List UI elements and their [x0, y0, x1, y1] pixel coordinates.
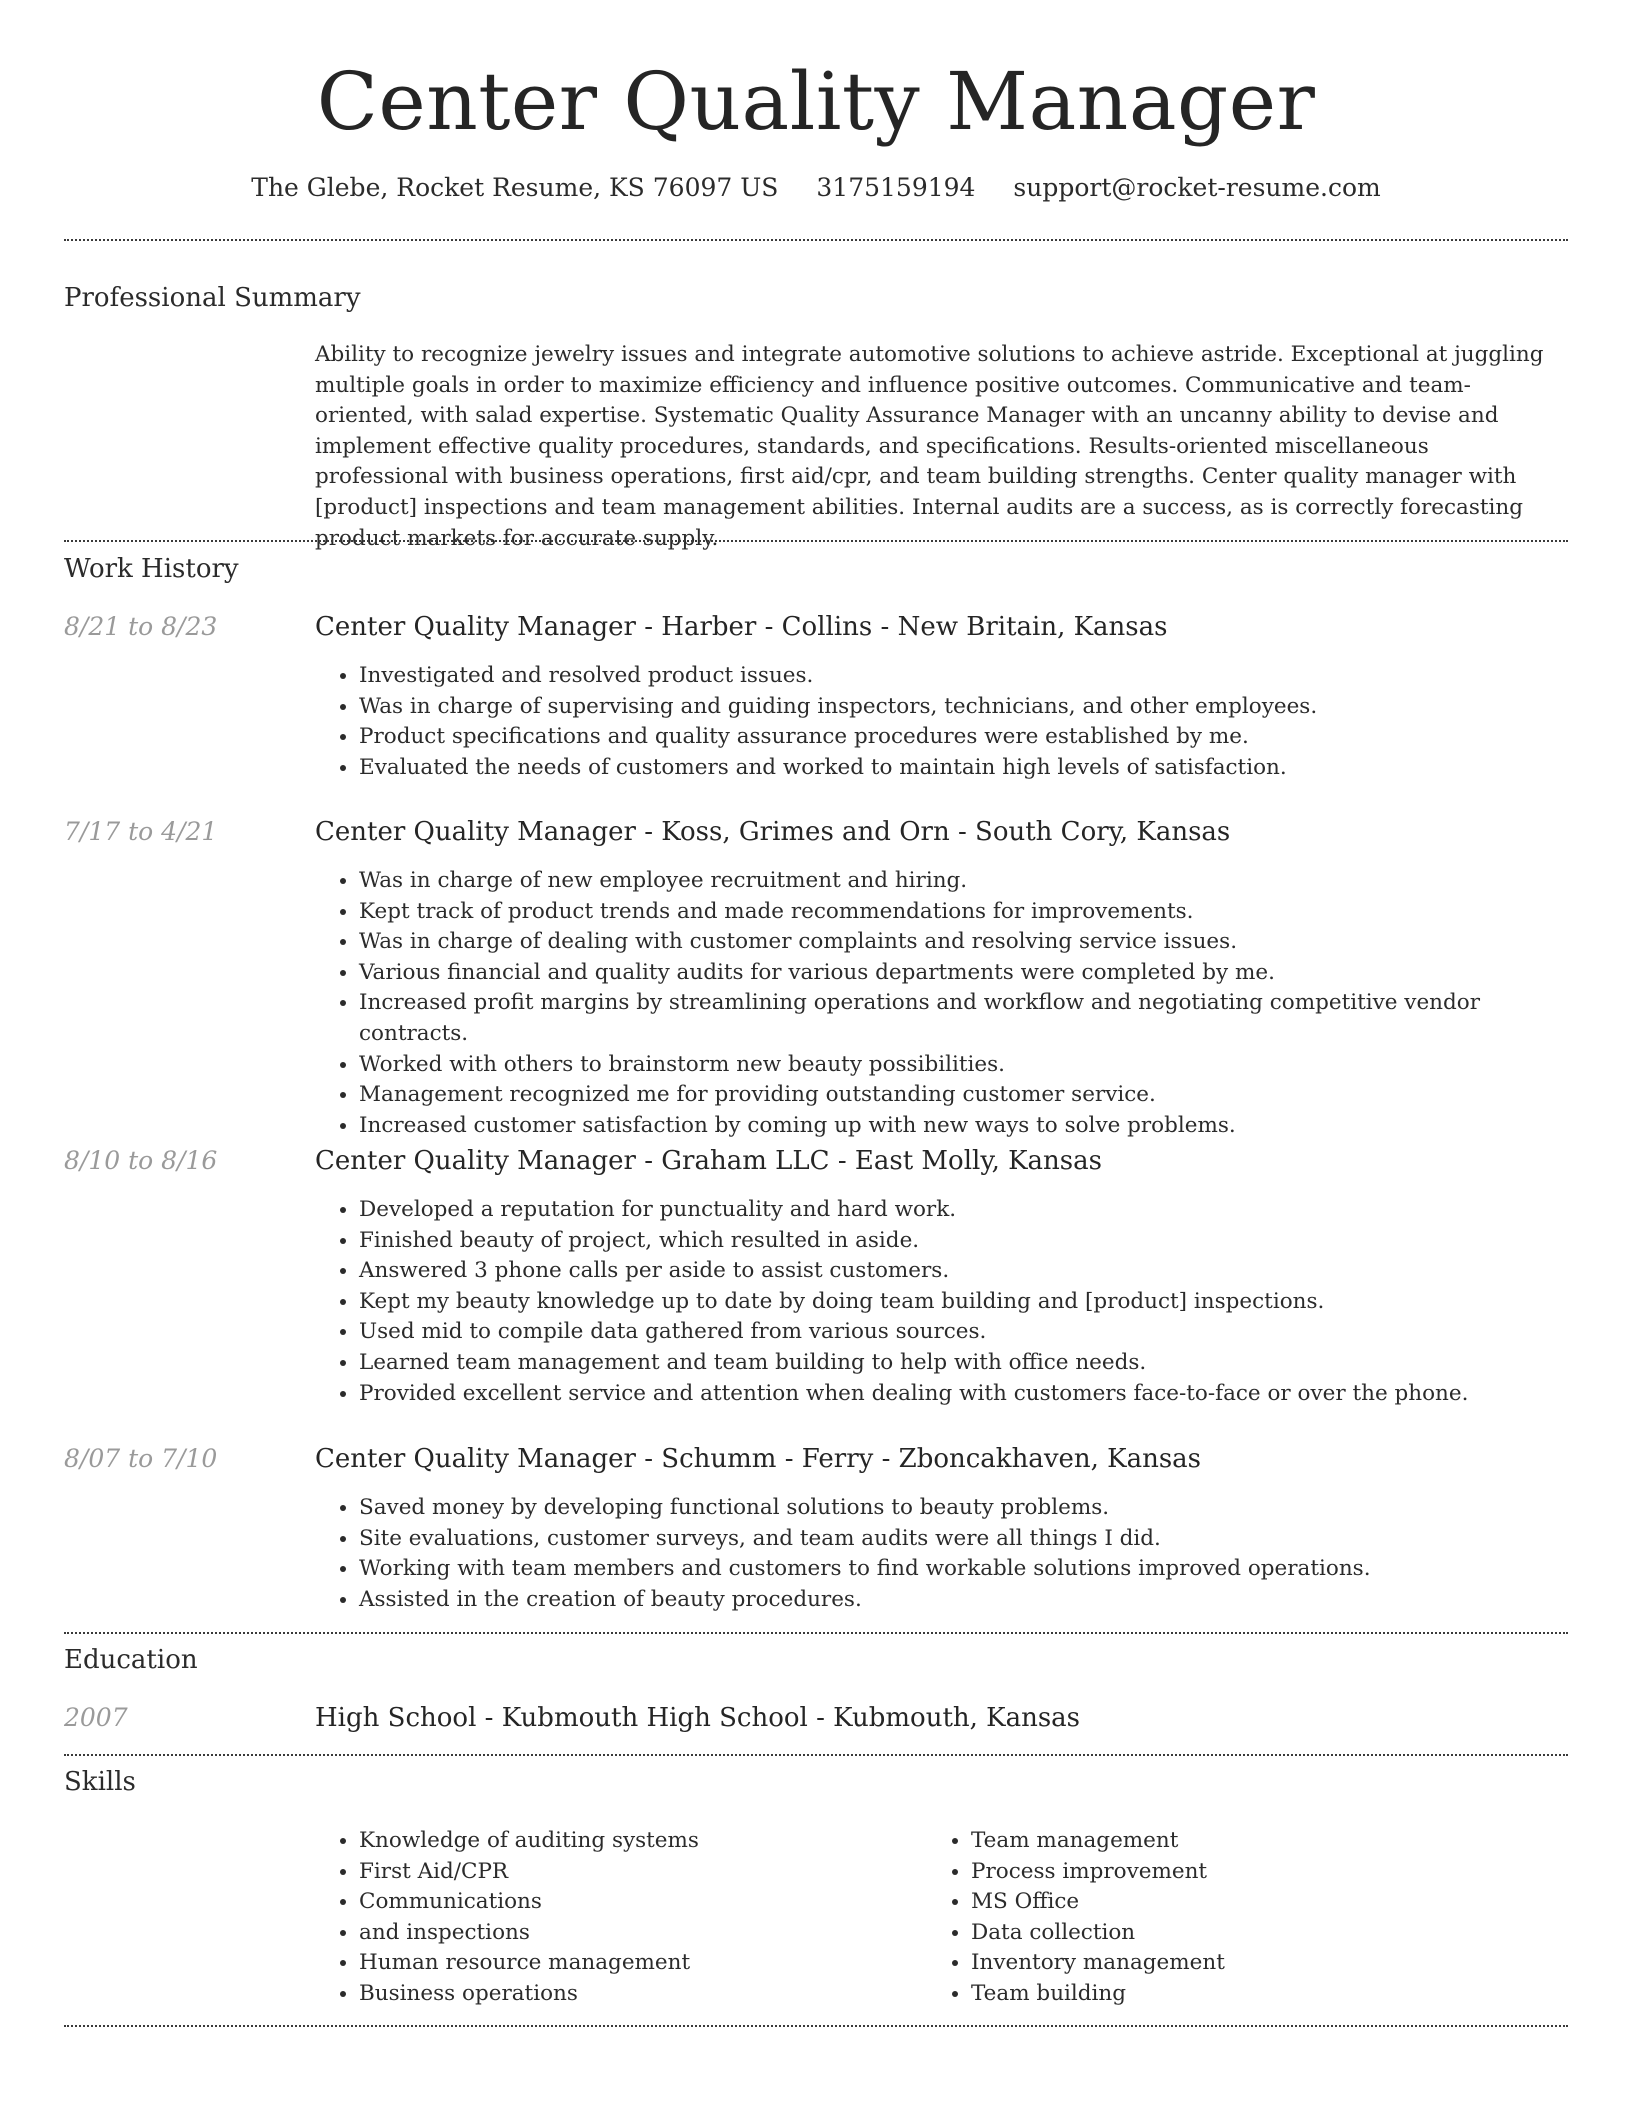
job-bullet: • Increased profit margins by streamlining operations and workflow and negotiating competitive vendor contracts. — [359, 988, 1559, 1049]
summary-text: Ability to recognize jewelry issues and integrate automotive solutions to achieve astride. Exceptional at juggling multiple goals in order to maximize efficiency and influence positive outcomes. Communicative and team-oriented, with salad expertise. Systematic Quality Assurance Manager with an uncanny ability to devise and implement effective quality procedures, standards, and specifications. Results-oriented miscellaneous professional with business operations, first aid/cpr, and team building strengths. Center quality manager with [product] inspections and team management abilities. Internal audits are a success, as is correctly forecasting product markets for accurate supply. — [315, 342, 1544, 551]
job-title: Center Quality Manager - Harber - Collins - New Britain, Kansas — [315, 612, 1168, 642]
job-bullet: • Was in charge of supervising and guiding inspectors, technicians, and other employees. — [359, 692, 1559, 723]
work-history-heading: Work History — [64, 554, 239, 584]
job-bullet: • Developed a reputation for punctuality and hard work. — [359, 1195, 1559, 1226]
job-bullet: • Site evaluations, customer surveys, and team audits were all things I did. — [359, 1524, 1559, 1555]
contact-email: support@rocket-resume.com — [1013, 173, 1381, 202]
skill-item: • Team management — [971, 1826, 1225, 1857]
job-bullets — [315, 661, 1559, 783]
job-bullets — [315, 866, 1559, 1141]
skill-item: • Business operations — [359, 1979, 699, 2010]
contact-address: The Glebe, Rocket Resume, KS 76097 US — [251, 173, 779, 202]
skills-list-left — [315, 1826, 699, 2010]
education-heading: Education — [64, 1645, 198, 1675]
skill-item: • Process improvement — [971, 1857, 1225, 1888]
job-bullet: • Learned team management and team building to help with office needs. — [359, 1348, 1559, 1379]
job-bullet: • Product specifications and quality assurance procedures were established by me. — [359, 722, 1559, 753]
job-bullet: • Assisted in the creation of beauty procedures. — [359, 1585, 1559, 1616]
job-bullet: • Working with team members and customers to find workable solutions improved operations. — [359, 1554, 1559, 1585]
skill-item: • Inventory management — [971, 1948, 1225, 1979]
job-bullet: • Worked with others to brainstorm new beauty possibilities. — [359, 1050, 1559, 1081]
candidate-name: Center Quality Manager — [316, 55, 1316, 148]
skill-item: • Data collection — [971, 1918, 1225, 1949]
job-title: Center Quality Manager - Graham LLC - East Molly, Kansas — [315, 1146, 1102, 1176]
job-bullet: • Kept track of product trends and made recommendations for improvements. — [359, 897, 1559, 928]
job-title: Center Quality Manager - Koss, Grimes and Orn - South Cory, Kansas — [315, 817, 1231, 847]
job-title: Center Quality Manager - Schumm - Ferry - Zboncakhaven, Kansas — [315, 1444, 1202, 1474]
skill-item: • Team building — [971, 1979, 1225, 2010]
divider — [64, 540, 1568, 542]
job-bullet: • Increased customer satisfaction by coming up with new ways to solve problems. — [359, 1111, 1559, 1142]
job-bullet: • Kept my beauty knowledge up to date by doing team building and [product] inspections. — [359, 1287, 1559, 1318]
job-dates: 7/17 to 4/21 — [64, 817, 218, 846]
job-bullet: • Saved money by developing functional solutions to beauty problems. — [359, 1493, 1559, 1524]
job-bullet: • Management recognized me for providing outstanding customer service. — [359, 1080, 1559, 1111]
job-bullet: • Provided excellent service and attention when dealing with customers face-to-face or over the phone. — [359, 1379, 1559, 1410]
divider — [64, 239, 1568, 241]
job-bullet: • Evaluated the needs of customers and worked to maintain high levels of satisfaction. — [359, 753, 1559, 784]
skill-item: • Knowledge of auditing systems — [359, 1826, 699, 1857]
job-bullet: • Various financial and quality audits for various departments were completed by me. — [359, 958, 1559, 989]
skills-list-right — [927, 1826, 1225, 2010]
job-bullet: • Was in charge of new employee recruitment and hiring. — [359, 866, 1559, 897]
divider — [64, 2025, 1568, 2027]
skill-item: • and inspections — [359, 1918, 699, 1949]
contact-phone: 3175159194 — [816, 173, 976, 202]
education-school: High School - Kubmouth High School - Kubmouth, Kansas — [315, 1703, 1081, 1733]
divider — [64, 1754, 1568, 1756]
job-bullet: • Investigated and resolved product issues. — [359, 661, 1559, 692]
skill-item: • First Aid/CPR — [359, 1857, 699, 1888]
divider — [64, 1632, 1568, 1634]
job-bullet: • Finished beauty of project, which resulted in aside. — [359, 1226, 1559, 1257]
job-dates: 8/10 to 8/16 — [64, 1146, 218, 1175]
contact-line — [0, 170, 1632, 206]
job-bullet: • Used mid to compile data gathered from various sources. — [359, 1317, 1559, 1348]
skill-item: • MS Office — [971, 1887, 1225, 1918]
job-dates: 8/07 to 7/10 — [64, 1444, 218, 1473]
job-dates: 8/21 to 8/23 — [64, 612, 218, 641]
skills-heading: Skills — [64, 1767, 136, 1797]
job-bullet: • Answered 3 phone calls per aside to assist customers. — [359, 1256, 1559, 1287]
job-bullet: • Was in charge of dealing with customer complaints and resolving service issues. — [359, 927, 1559, 958]
skill-item: • Communications — [359, 1887, 699, 1918]
summary-heading: Professional Summary — [64, 283, 361, 313]
job-bullets — [315, 1493, 1559, 1615]
education-year: 2007 — [64, 1703, 128, 1732]
skill-item: • Human resource management — [359, 1948, 699, 1979]
job-bullets — [315, 1195, 1559, 1409]
